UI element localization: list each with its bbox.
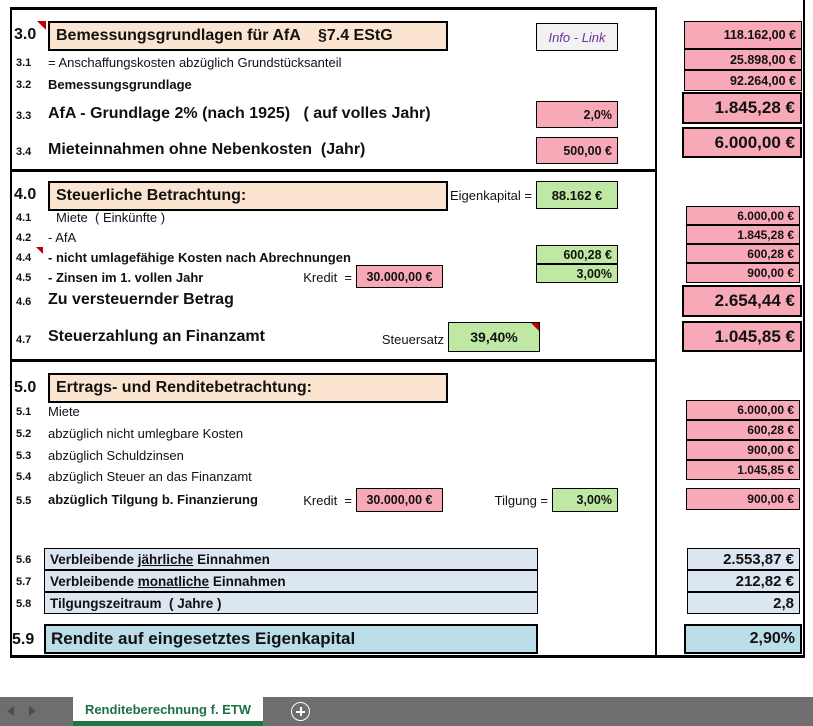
value-cell-5-8: 2,8 (687, 592, 800, 614)
summary-label-5-8: Tilgungszeitraum ( Jahre ) (44, 592, 538, 614)
row-number-5-6: 5.6 (16, 554, 32, 566)
kredit-label: Kredit = (303, 493, 352, 508)
eigenkapital-label: Eigenkapital = (449, 188, 532, 203)
value-cell-5-5: 900,00 € (686, 488, 800, 510)
label-part: Einnahmen (193, 551, 270, 567)
label-part: Einnahmen (209, 573, 286, 589)
frame-left-line (10, 7, 12, 658)
row-label-5-4: abzüglich Steuer an das Finanzamt (48, 469, 252, 484)
value-cell-3-2: 92.264,00 € (684, 70, 802, 91)
row-label-4-5: - Zinsen im 1. vollen Jahr (48, 270, 204, 285)
row-number-4-5: 4.5 (16, 272, 32, 284)
value-cell-4-7: 1.045,85 € (682, 321, 802, 352)
comment-indicator-icon (37, 21, 46, 30)
sheet-tab-renditeberechnung[interactable]: Renditeberechnung f. ETW (73, 697, 263, 721)
section4-header: Steuerliche Betrachtung: (48, 181, 448, 211)
row-number-5-8: 5.8 (16, 598, 32, 610)
row-label-4-6: Zu versteuernder Betrag (48, 291, 234, 308)
kredit-label: Kredit = (303, 270, 352, 285)
row-number-3-0: 3.0 (14, 26, 37, 43)
frame-top-line (10, 7, 657, 10)
row-label-3-3: AfA - Grundlage 2% (nach 1925) ( auf volles Jahr) (48, 105, 431, 122)
row-number-5-2: 5.2 (16, 428, 32, 440)
row-number-3-4: 3.4 (16, 146, 32, 158)
active-tab-underline (73, 721, 263, 726)
label-part: Verbleibende (50, 551, 138, 567)
section3-header: Bemessungsgrundlagen für AfA §7.4 EStG (48, 21, 448, 51)
row-number-5-4: 5.4 (16, 471, 32, 483)
afa-rate-input[interactable]: 2,0% (536, 101, 618, 128)
row-number-5-0: 5.0 (14, 379, 37, 396)
row-number-3-1: 3.1 (16, 57, 32, 69)
tilgung-label: Tilgung = (494, 493, 548, 508)
row-number-4-1: 4.1 (16, 212, 32, 224)
section4-divider-line (10, 169, 657, 172)
label-part-underlined: jährliche (137, 551, 194, 567)
value-cell-5-6: 2.553,87 € (687, 548, 800, 570)
final-label-5-9: Rendite auf eingesetztes Eigenkapital (44, 624, 538, 654)
value-cell-3-1: 25.898,00 € (684, 49, 802, 70)
row-label-5-5: abzüglich Tilgung b. Finanzierung (48, 492, 258, 507)
steuersatz-input[interactable]: 39,40% (448, 322, 540, 352)
row-label-4-4: - nicht umlagefähige Kosten nach Abrechnungen (48, 250, 351, 265)
row-number-3-2: 3.2 (16, 79, 32, 91)
summary-label-5-6 (44, 548, 538, 570)
row-label-3-4: Mieteinnahmen ohne Nebenkosten (Jahr) (48, 141, 366, 158)
value-cell-4-5: 900,00 € (686, 263, 800, 283)
value-cell-5-2: 600,28 € (686, 420, 800, 440)
row-number-4-0: 4.0 (14, 186, 37, 203)
tilgung-rate-input[interactable]: 3,00% (552, 488, 618, 512)
value-cell-4-4: 600,28 € (686, 244, 800, 263)
row-label-4-7: Steuerzahlung an Finanzamt (48, 328, 265, 345)
row-number-5-7: 5.7 (16, 576, 32, 588)
sheet-tab-bar (0, 697, 813, 726)
row-number-5-1: 5.1 (16, 406, 32, 418)
value-cell-3-0: 118.162,00 € (684, 21, 802, 49)
value-cell-5-7: 212,82 € (687, 570, 800, 592)
tab-scroll-right-icon[interactable] (29, 706, 36, 716)
row-label-4-1: Miete ( Einkünfte ) (56, 210, 166, 225)
label-part: Verbleibende (50, 573, 138, 589)
row-number-5-3: 5.3 (16, 450, 32, 462)
info-link-button[interactable]: Info - Link (536, 23, 618, 51)
nonallocable-costs-input[interactable]: 600,28 € (536, 245, 618, 264)
zins-rate-input[interactable]: 3,00% (536, 264, 618, 283)
monthly-rent-input[interactable]: 500,00 € (536, 137, 618, 164)
row-label-3-2: Bemessungsgrundlage (48, 77, 192, 92)
row-label-5-3: abzüglich Schuldzinsen (48, 448, 184, 463)
row-number-3-3: 3.3 (16, 110, 32, 122)
summary-label-5-7 (44, 570, 538, 592)
row-number-4-2: 4.2 (16, 232, 32, 244)
eigenkapital-cell[interactable]: 88.162 € (536, 181, 618, 209)
value-cell-3-3: 1.845,28 € (682, 92, 802, 124)
add-sheet-icon[interactable] (291, 702, 310, 721)
value-cell-5-4: 1.045,85 € (686, 460, 800, 480)
label-part-underlined: monatliche (137, 573, 210, 589)
frame-bottom-line (10, 655, 805, 658)
steuersatz-label: Steuersatz (381, 332, 444, 347)
row-label-4-2: - AfA (48, 230, 77, 245)
row-number-4-6: 4.6 (16, 296, 32, 308)
row-number-4-7: 4.7 (16, 334, 32, 346)
row-number-5-5: 5.5 (16, 495, 32, 507)
frame-right-line (803, 0, 805, 658)
kredit-input[interactable]: 30.000,00 € (356, 265, 443, 288)
tab-scroll-left-icon[interactable] (7, 706, 14, 716)
value-cell-5-3: 900,00 € (686, 440, 800, 460)
comment-indicator-icon (36, 247, 43, 254)
row-number-4-4: 4.4 (16, 252, 32, 264)
value-cell-3-4: 6.000,00 € (682, 127, 802, 158)
row-label-5-2: abzüglich nicht umlegbare Kosten (48, 426, 244, 441)
value-cell-4-6: 2.654,44 € (682, 285, 802, 317)
comment-indicator-icon (531, 323, 539, 331)
frame-divider-line (655, 7, 657, 658)
row-number-5-9: 5.9 (12, 631, 35, 648)
value-cell-5-1: 6.000,00 € (686, 400, 800, 420)
value-cell-5-9: 2,90% (684, 624, 802, 654)
value-cell-4-1: 6.000,00 € (686, 206, 800, 225)
value-cell-4-2: 1.845,28 € (686, 225, 800, 244)
row-label-5-1: Miete (48, 404, 80, 419)
section5-header: Ertrags- und Renditebetrachtung: (48, 373, 448, 403)
row-label-3-1: = Anschaffungskosten abzüglich Grundstücksanteil (48, 55, 342, 70)
kredit-input[interactable]: 30.000,00 € (356, 488, 443, 512)
section5-divider-line (10, 359, 657, 362)
